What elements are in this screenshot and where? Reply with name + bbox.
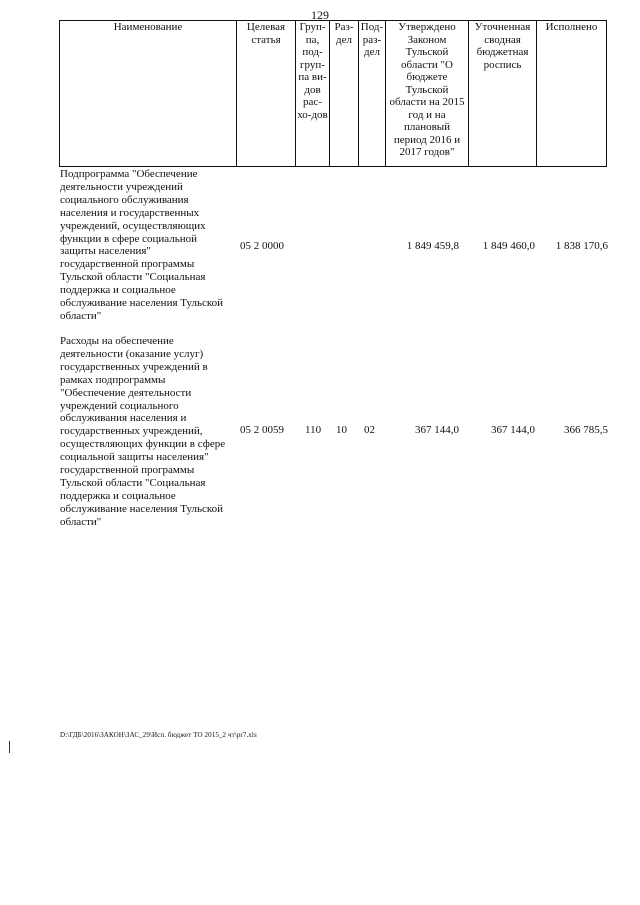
header-approved: Утверждено Законом Тульской области "О бюджете Тульской области на 2015 год и на плановый период 2016 и 2017 годов" — [386, 21, 469, 167]
row-name: Расходы на обеспечение деятельности (оказание услуг) государственных учреждений в рамках подпрограммы "Обеспечение деятельности учреждений социального обслуживания населения и государственных учреждений, осуществляющих функции в сфере социальной защиты населения" государственной программы Тульской области "Социальная поддержка и социальное обслуживание населения Тульской области" — [60, 335, 226, 528]
row-approved: 367 144,0 — [415, 424, 459, 436]
header-section: Раз-дел — [330, 21, 359, 167]
row-executed: 1 838 170,6 — [555, 240, 608, 252]
header-subsection: Под-раз-дел — [359, 21, 386, 167]
table-header — [59, 20, 607, 167]
header-target-article: Целевая статья — [237, 21, 296, 167]
header-executed: Исполнено — [537, 21, 607, 167]
header-refined: Уточненная сводная бюджетная роспись — [469, 21, 537, 167]
header-expense-group: Груп-па, под-груп-па ви-дов рас-хо-дов — [296, 21, 330, 167]
row-executed: 366 785,5 — [564, 424, 608, 436]
header-name: Наименование — [60, 21, 237, 167]
row-refined: 1 849 460,0 — [482, 240, 535, 252]
file-path-footer: D:\ГДБ\2016\ЗАКОН\ЗАС_29\Исп. бюджет ТО 2015_2 чт\pr7.xls — [60, 731, 257, 739]
row-name: Подпрограмма "Обеспечение деятельности учреждений социального обслуживания населения и государственных учреждений, осуществляющих функции в сфере социальной защиты населения" государственной программы Тульской области "Социальная поддержка и социальное обслуживание населения Тульской области" — [60, 168, 224, 322]
row-refined: 367 144,0 — [491, 424, 535, 436]
row-section: 10 — [336, 424, 347, 436]
row-approved: 1 849 459,8 — [406, 240, 459, 252]
row-target: 05 2 0059 — [240, 424, 284, 436]
margin-mark — [9, 741, 10, 753]
row-subsection: 02 — [364, 424, 375, 436]
row-target: 05 2 0000 — [240, 240, 284, 252]
row-group: 110 — [305, 424, 322, 436]
page-number: 129 — [311, 8, 329, 22]
